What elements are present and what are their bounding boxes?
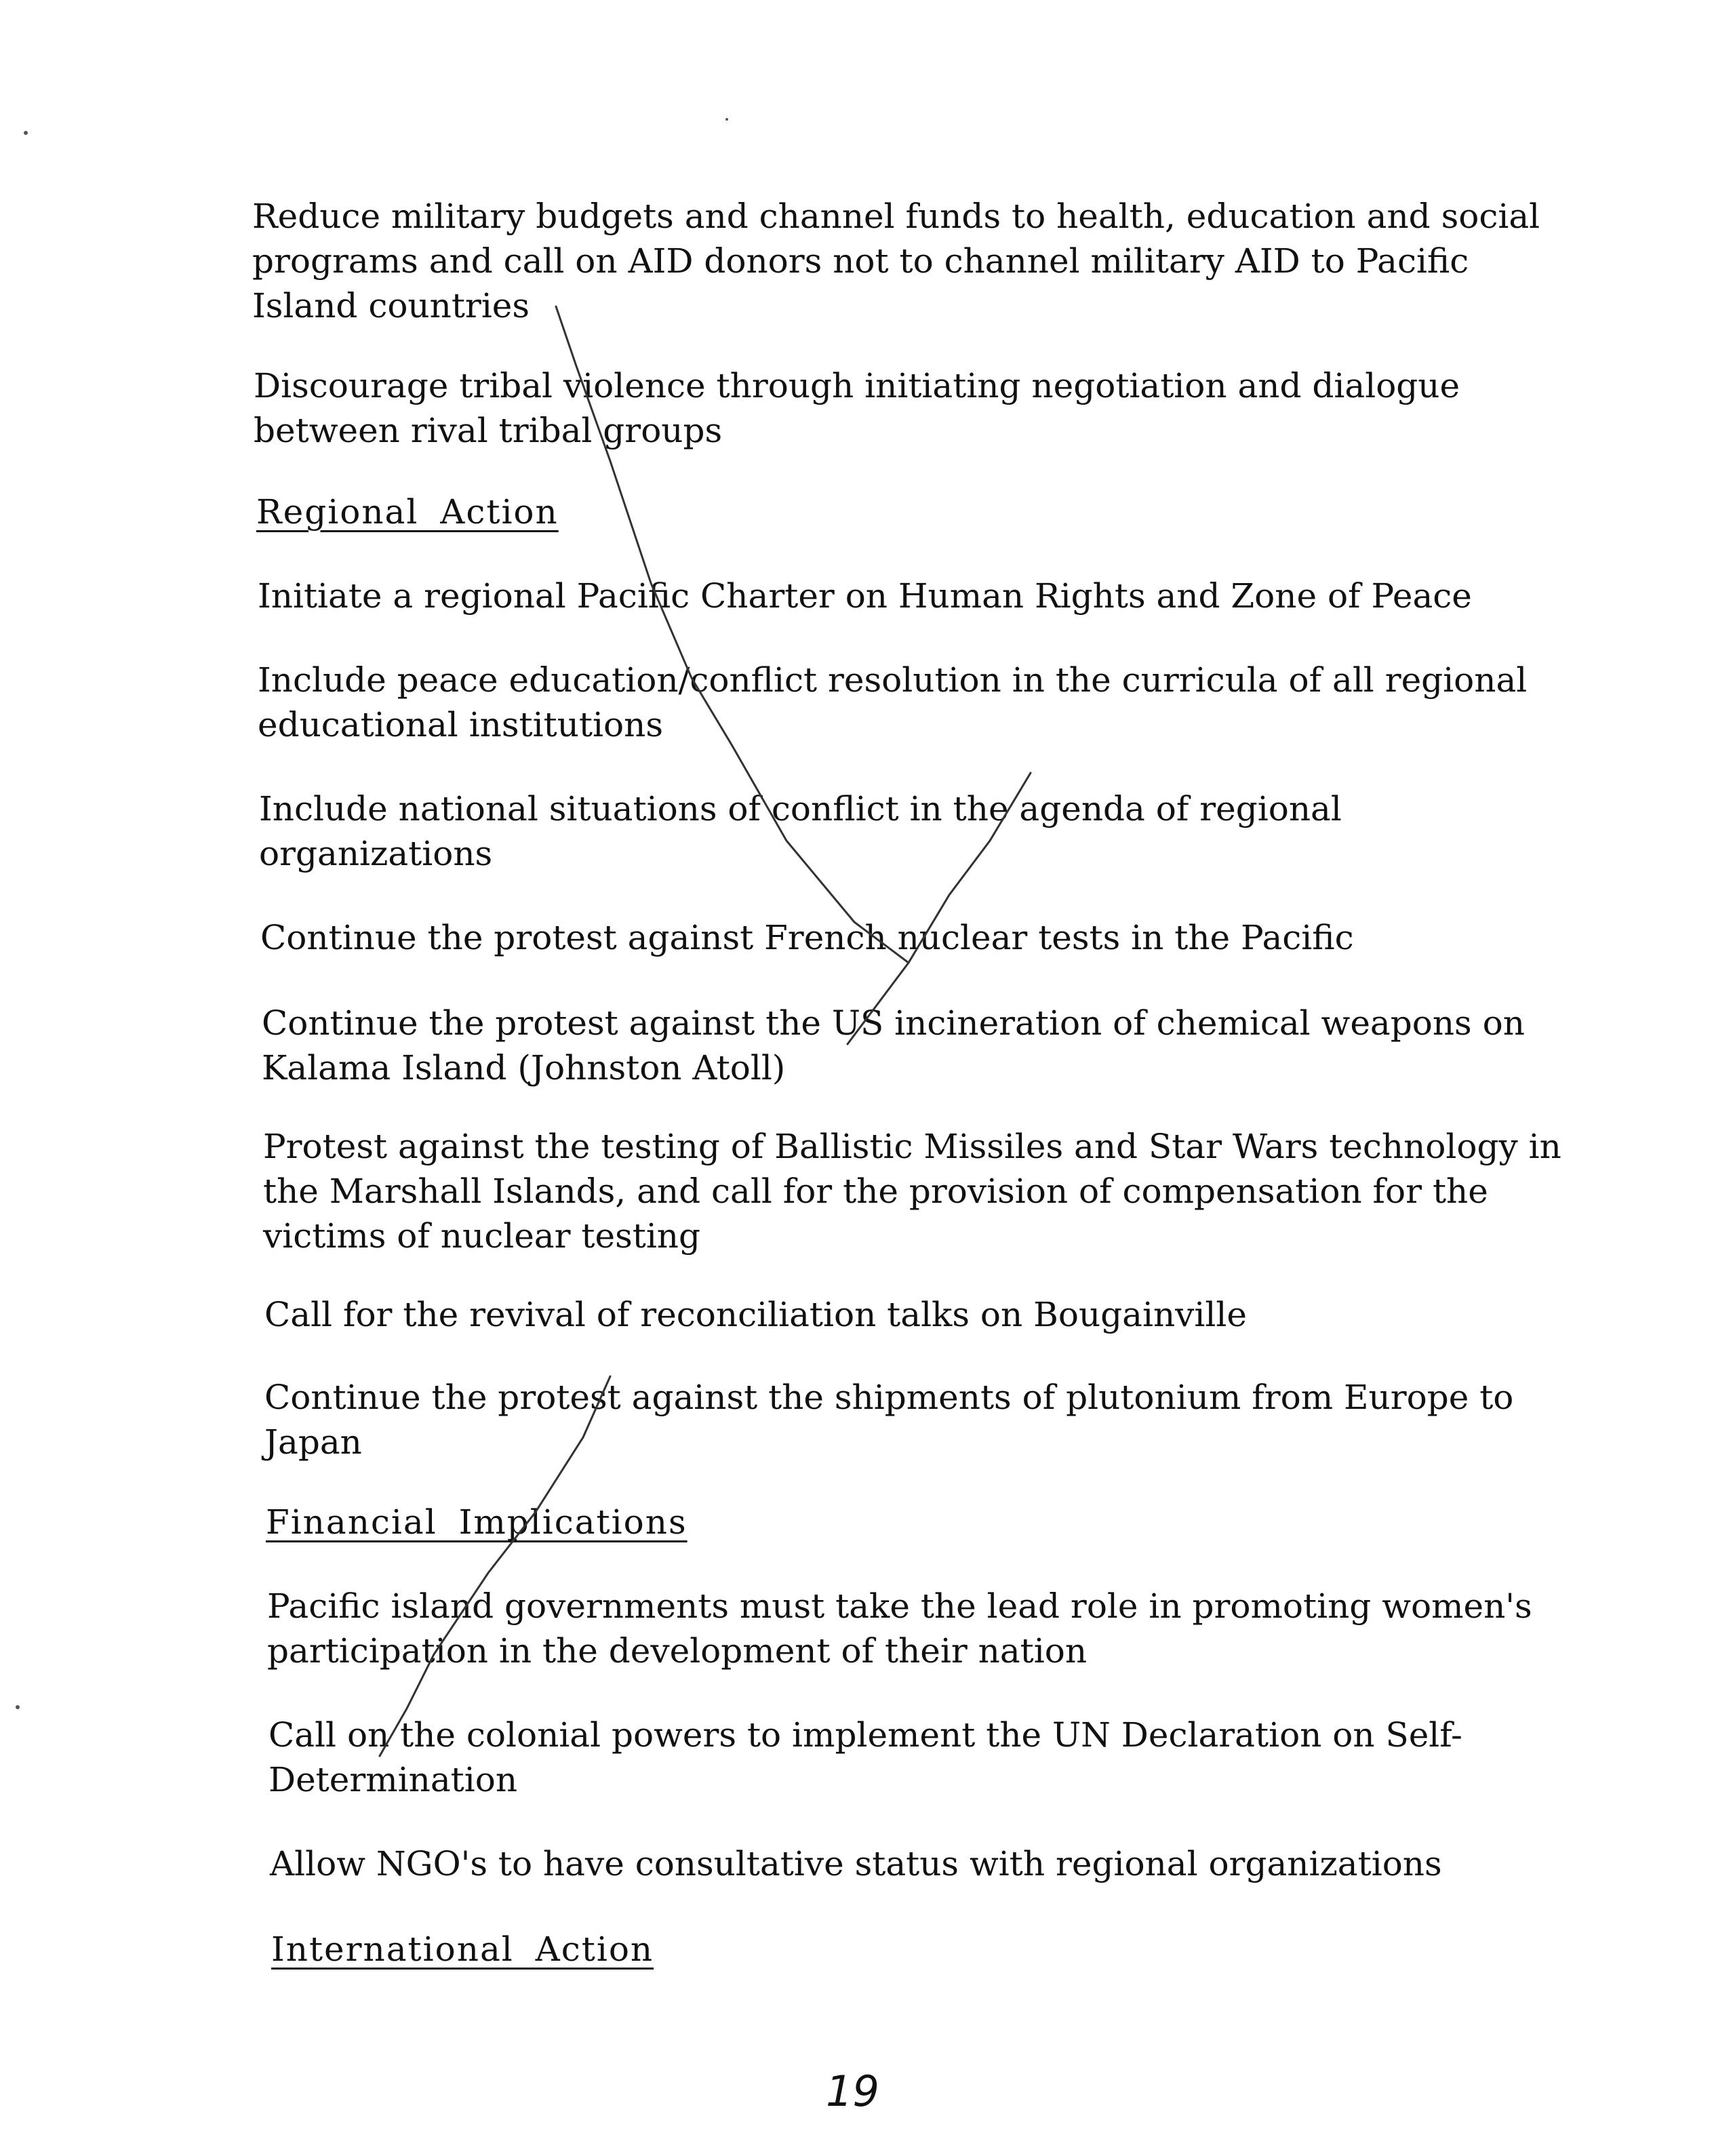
paragraph-discourage-tribal-violence — [254, 363, 1460, 453]
speck — [725, 118, 728, 121]
item-line: Call for the revival of reconciliation talks on Bougainville — [264, 1295, 1247, 1334]
section-heading-international-action: International Action — [271, 1930, 654, 1969]
item-line: victims of nuclear testing — [263, 1216, 701, 1256]
item-line: the Marshall Islands, and call for the provision of compensation for the — [263, 1172, 1488, 1211]
item-line: Continue the protest against French nuclear tests in the Pacific — [260, 918, 1354, 957]
regional-item — [262, 1001, 1525, 1090]
item-line: Pacific island governments must take the lead role in promoting women's — [267, 1586, 1532, 1626]
paragraph-line: Reduce military budgets and channel funds to health, education and social — [252, 197, 1540, 236]
paragraph-line: between rival tribal groups — [254, 411, 723, 450]
item-line: Continue the protest against the US incineration of chemical weapons on — [262, 1003, 1525, 1043]
paragraph-line: Island countries — [252, 286, 530, 325]
item-line: Kalama Island (Johnston Atoll) — [262, 1048, 786, 1087]
page-number: 19 — [826, 2067, 879, 2116]
financial-item — [270, 1841, 1442, 1886]
speck — [16, 1705, 20, 1709]
item-line: Determination — [268, 1760, 518, 1799]
item-line: Allow NGO's to have consultative status with regional organizations — [270, 1844, 1442, 1883]
item-line: Initiate a regional Pacific Charter on Human Rights and Zone of Peace — [258, 576, 1472, 616]
item-line: participation in the development of their nation — [267, 1631, 1088, 1671]
item-line: Include peace education/conflict resolution in the curricula of all regional — [258, 660, 1528, 700]
item-line: organizations — [259, 834, 493, 873]
paragraph-line: programs and call on AID donors not to channel military AID to Pacific — [252, 241, 1469, 281]
item-line: Continue the protest against the shipments of plutonium from Europe to — [264, 1378, 1514, 1417]
regional-item — [258, 658, 1527, 747]
regional-item — [264, 1375, 1513, 1464]
regional-item — [264, 1292, 1247, 1337]
item-line: Japan — [264, 1422, 362, 1462]
financial-item — [267, 1584, 1532, 1673]
item-line: Include national situations of conflict in the agenda of regional — [259, 789, 1342, 829]
section-heading-financial-implications: Financial Implications — [266, 1502, 687, 1542]
regional-item — [259, 786, 1342, 876]
regional-item — [260, 915, 1354, 960]
item-line: Protest against the testing of Ballistic Missiles and Star Wars technology in — [263, 1127, 1561, 1166]
regional-item — [263, 1124, 1561, 1258]
paragraph-reduce-military-budgets — [252, 194, 1540, 328]
paragraph-line: Discourage tribal violence through initiating negotiation and dialogue — [254, 366, 1460, 405]
regional-item — [258, 574, 1472, 618]
speck — [24, 131, 28, 135]
section-heading-regional-action: Regional Action — [256, 492, 559, 532]
financial-item — [268, 1713, 1462, 1802]
item-line: educational institutions — [258, 705, 663, 744]
item-line: Call on the colonial powers to implement the UN Declaration on Self- — [268, 1715, 1462, 1755]
